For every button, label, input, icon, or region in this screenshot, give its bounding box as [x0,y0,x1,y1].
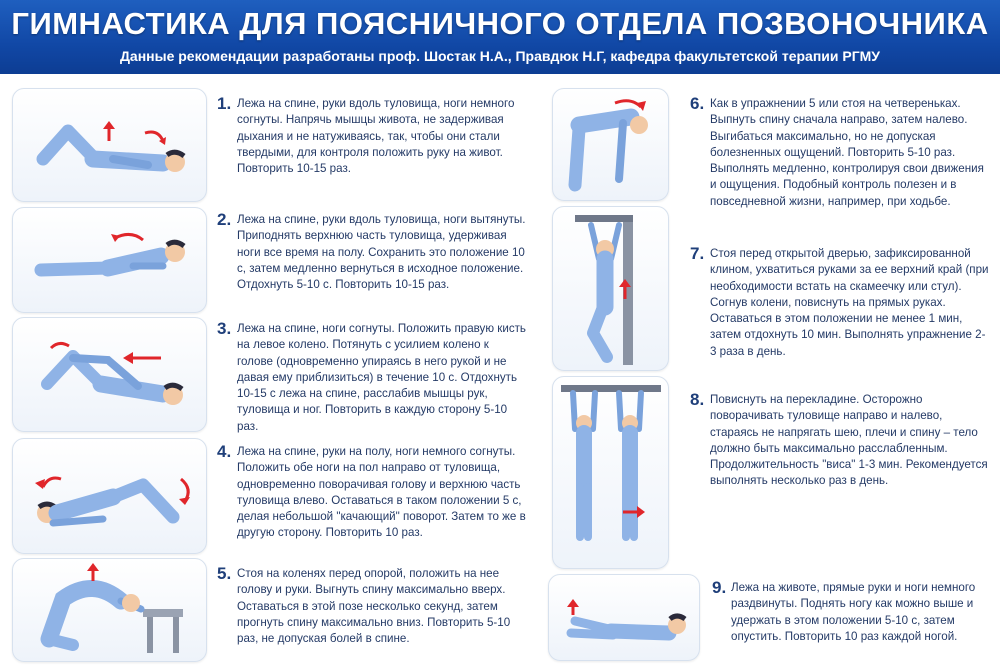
exercise-3-illustration [12,317,207,432]
exercise-6-number: 6. [690,94,705,113]
exercise-1-illustration [12,88,207,202]
exercise-1-text: Лежа на спине, руки вдоль туловища, ноги немного согнуты. Напрячь мышцы живота, не задерживая дыхания и не натуживаясь, так, чтобы они стали твердыми, для контроля положить руку на живот. Повторить 10-15 раз. [237,97,515,176]
page-subtitle: Данные рекомендации разработаны проф. Шостак Н.А., Правдюк Н.Г, кафедра факультетской терапии РГМУ [119,48,881,64]
exercise-1-number: 1. [217,94,232,113]
exercise-8-text: Повиснуть на перекладине. Осторожно поворачивать туловище направо и налево, стараясь не напрягать шею, плечи и спину – тело должно быть максимально расслабленным. Продолжительность "виса" 1-3 мин. Рекомендуется выполнять несколько раз в день. [710,393,988,488]
exercise-6-illustration [552,88,669,201]
exercise-2-number: 2. [217,210,232,229]
exercise-5-text: Стоя на коленях перед опорой, положить на нее голову и руки. Выгнуть спину максимально вверх. Оставаться в этой позе несколько секунд, затем прогнуть спину максимально вниз. Повторить 5-10 раз, не допуская болей в спине. [237,567,511,646]
exercise-6-text: Как в упражнении 5 или стоя на четвереньках. Выпнуть спину сначала направо, затем налево. Выгибаться максимально, но не допуская болезненных ощущений. Повторить 5-10 раз. Выполнять медленно, контролируя свои движения и ощущения. Подобный контроль полезен и в повседневной жизни, например, при ходьбе. [710,97,984,208]
exercise-9-illustration [548,574,700,661]
exercise-5-number: 5. [217,564,232,583]
exercise-7-illustration [552,206,669,371]
exercise-4-illustration [12,438,207,554]
exercise-9-number: 9. [712,578,727,597]
exercise-2-text: Лежа на спине, руки вдоль туловища, ноги вытянуты. Приподнять верхнюю часть туловища, удерживая ноги все время на полу. Сохранить это положение 10 с, затем медленно вернуться в исходное положение. Отдохнуть 5-10 с. Повторить 10-15 раз. [237,213,526,292]
exercise-9-text: Лежа на животе, прямые руки и ноги немного раздвинуты. Поднять ногу как можно выше и удержать в этом положении 5-10 с, затем опустить. Повторить 10 раз каждой ногой. [731,581,976,643]
exercise-7-number: 7. [690,244,705,263]
exercise-4-number: 4. [217,442,232,461]
exercise-7-text: Стоя перед открытой дверью, зафиксированной клином, ухватиться руками за ее верхний край (при необходимости встать на скамеечку или стул). Согнув колени, повиснуть на прямых руках. Оставаться в этом положении не менее 1 мин, затем отдохнуть 10 мин. Выполнять упражнение 2-3 раза в день. [710,247,989,358]
header-banner [0,0,1000,74]
exercise-5-illustration [12,558,207,662]
exercise-3-text: Лежа на спине, ноги согнуты. Положить правую кисть на левое колено. Потянуть с усилием колено к голове (одновременно упираясь в него рукой и не давая ему приблизиться) в течение 10 с. Отдохнуть 10-15 с лежа на спине, расслабив мышцы рук, туловища и ног. Повторить в каждую сторону 5-10 раз. [237,322,526,433]
exercise-8-illustration [552,376,669,569]
page-title: ГИМНАСТИКА ДЛЯ ПОЯСНИЧНОГО ОТДЕЛА ПОЗВОНОЧНИКА [11,6,989,41]
exercise-8-number: 8. [690,390,705,409]
exercise-4-text: Лежа на спине, руки на полу, ноги немного согнуты. Положить обе ноги на пол направо от туловища, одновременно поворачивая голову и верхнюю часть туловища влево. Оставаться в таком положении 5 с, делая небольшой "качающий" поворот. Затем то же в другую сторону. Повторить 10 раз. [237,445,526,540]
exercise-2-illustration [12,207,207,313]
exercise-3-number: 3. [217,319,232,338]
